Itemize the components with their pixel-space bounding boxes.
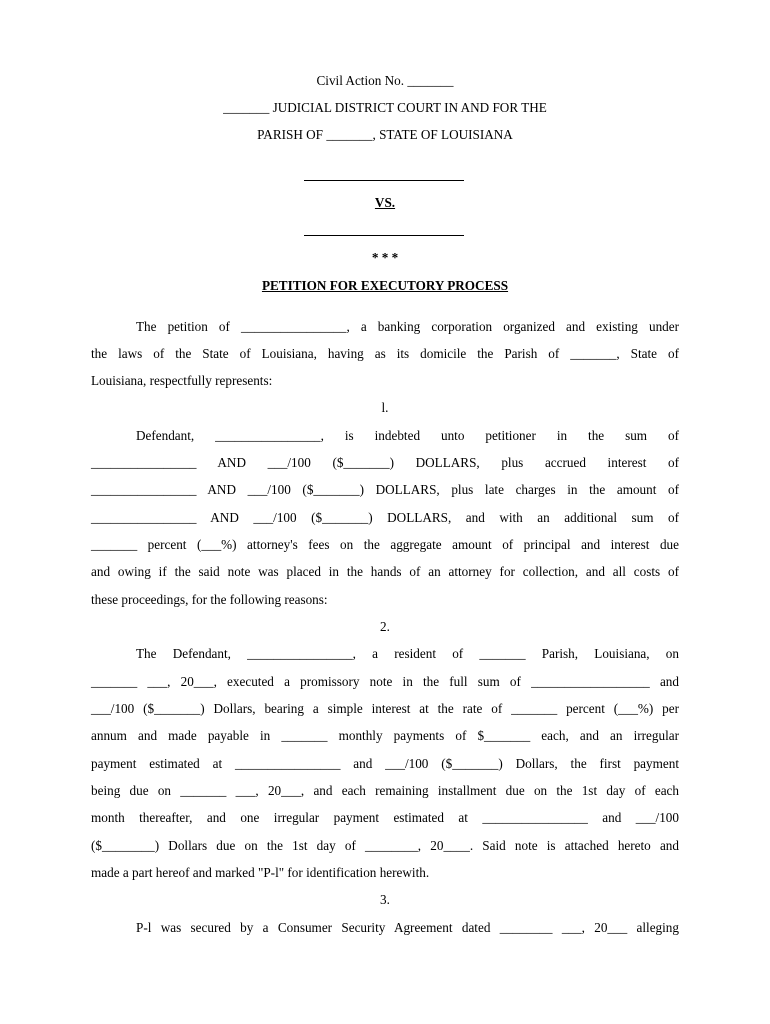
- section2-line: made a part hereof and marked "P-l" for identification herewith.: [91, 865, 430, 880]
- section1-line: ________________ AND ___/100 ($_______) DOLLARS, plus late charges in the amount of: [91, 482, 679, 497]
- section2-line: month thereafter, and one irregular payment estimated at ________________ and ___/100: [91, 810, 679, 825]
- plaintiff-blank-line: [304, 180, 464, 181]
- section-number: l.: [381, 400, 389, 415]
- section1-line: _______ percent (___%) attorney's fees on the aggregate amount of principal and interest due: [91, 537, 679, 552]
- section1-line: Defendant, ________________, is indebted unto petitioner in the sum of: [136, 428, 679, 443]
- separator-stars: * * *: [371, 250, 399, 265]
- section1-line: ________________ AND ___/100 ($_______) DOLLARS, plus accrued interest of: [91, 455, 679, 470]
- section1-line: and owing if the said note was placed in the hands of an attorney for collection, and all costs of: [91, 564, 679, 579]
- civil-action-number: Civil Action No. _______: [316, 73, 454, 88]
- section2-line: payment estimated at ________________ and ___/100 ($_______) Dollars, the first payment: [91, 756, 679, 771]
- court-name: _______ JUDICIAL DISTRICT COURT IN AND FOR THE: [223, 100, 547, 115]
- intro-line: The petition of ________________, a banking corporation organized and existing under: [136, 319, 679, 334]
- section2-line: ($________) Dollars due on the 1st day of ________, 20____. Said note is attached hereto and: [91, 838, 679, 853]
- section3-line: P-l was secured by a Consumer Security Agreement dated ________ ___, 20___ alleging: [136, 920, 679, 935]
- versus-label: VS.: [374, 195, 396, 210]
- section-number: 3.: [380, 892, 390, 907]
- defendant-blank-line: [304, 235, 464, 236]
- section2-line: The Defendant, ________________, a resident of _______ Parish, Louisiana, on: [136, 646, 679, 661]
- section2-line: ___/100 ($_______) Dollars, bearing a simple interest at the rate of _______ percent (___%) per: [91, 701, 679, 716]
- intro-line: the laws of the State of Louisiana, having as its domicile the Parish of _______, State of: [91, 346, 679, 361]
- section2-line: being due on _______ ___, 20___, and each remaining installment due on the 1st day of each: [91, 783, 679, 798]
- parish-state: PARISH OF _______, STATE OF LOUISIANA: [257, 127, 513, 142]
- intro-line: Louisiana, respectfully represents:: [91, 373, 273, 388]
- section-number: 2.: [380, 619, 390, 634]
- section1-line: ________________ AND ___/100 ($_______) DOLLARS, and with an additional sum of: [91, 510, 679, 525]
- section2-line: _______ ___, 20___, executed a promissory note in the full sum of __________________ and: [91, 674, 679, 689]
- section1-line: these proceedings, for the following reasons:: [91, 592, 328, 607]
- document-title: PETITION FOR EXECUTORY PROCESS: [261, 278, 509, 293]
- section2-line: annum and made payable in _______ monthly payments of $_______ each, and an irregular: [91, 728, 679, 743]
